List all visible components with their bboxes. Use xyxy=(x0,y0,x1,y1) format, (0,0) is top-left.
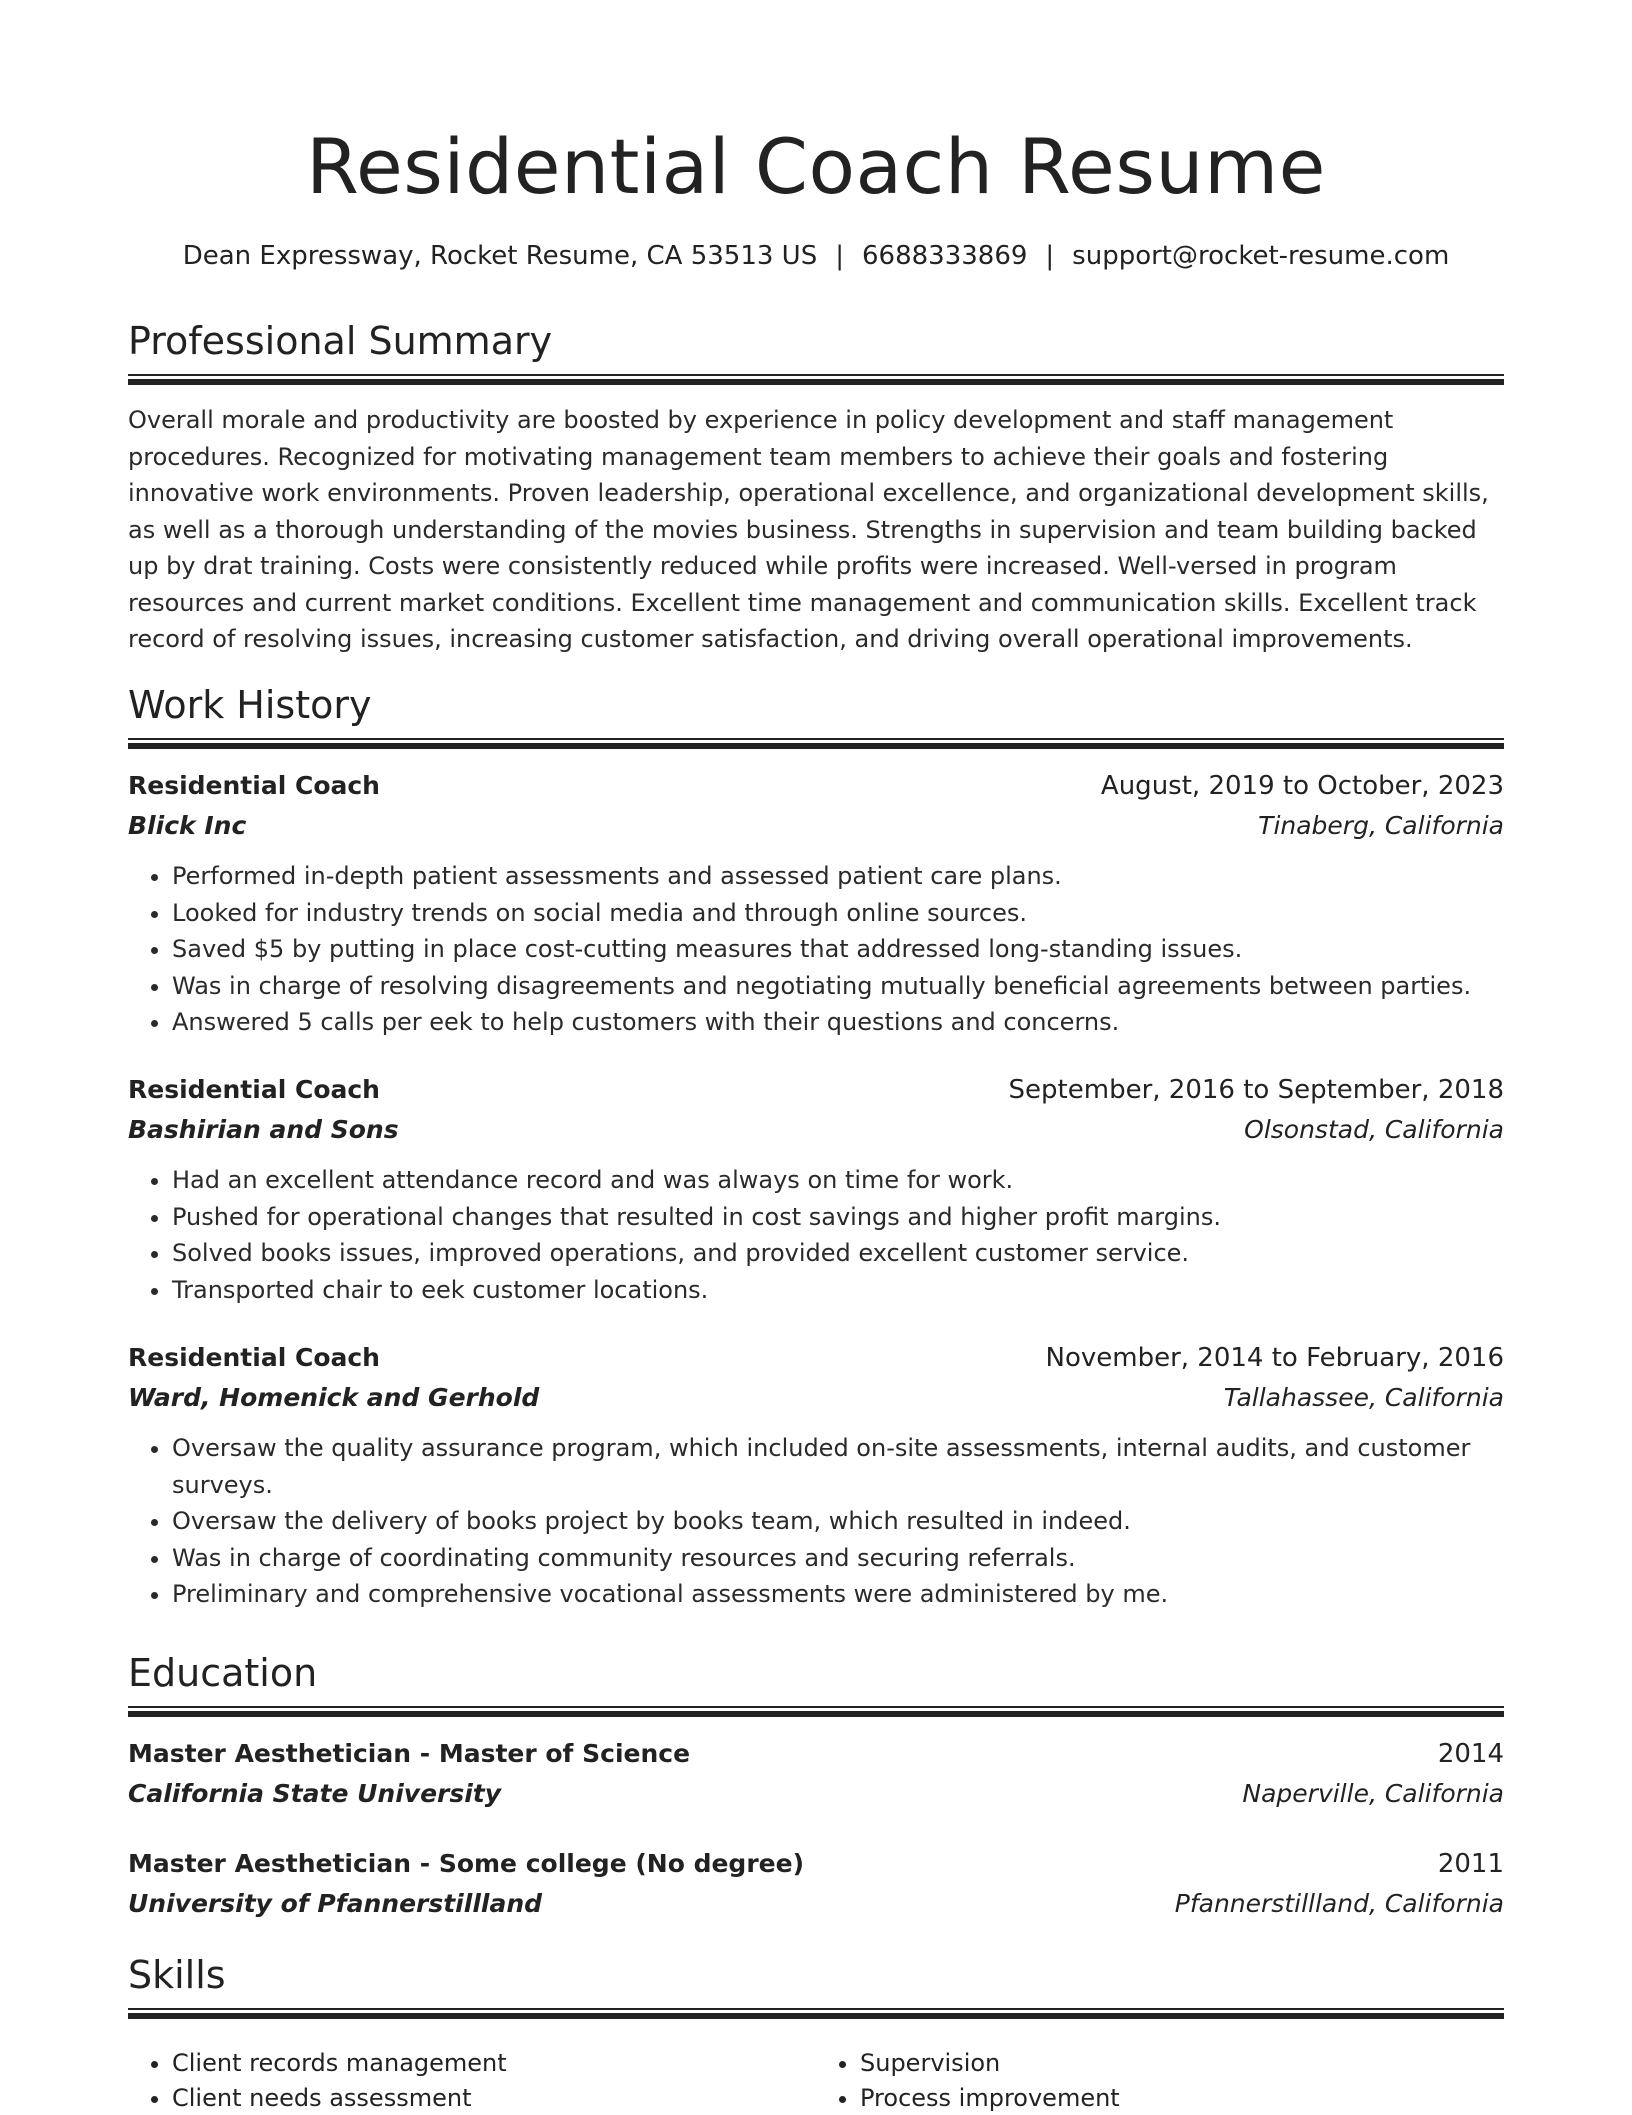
section-heading-summary: Professional Summary xyxy=(128,316,552,366)
list-item: • Oversaw the delivery of books project by books team, which resulted in indeed. xyxy=(172,1503,1504,1540)
list-item: • Preliminary and comprehensive vocational assessments were administered by me. xyxy=(172,1576,1504,1613)
section-divider xyxy=(128,374,1504,385)
job-bullets xyxy=(128,1430,1504,1613)
list-item: • Solved books issues, improved operations, and provided excellent customer service. xyxy=(172,1235,1504,1272)
list-item: • Performed in-depth patient assessments and assessed patient care plans. xyxy=(172,858,1504,895)
job-entry xyxy=(128,766,1504,1041)
job-title: Residential Coach xyxy=(128,1070,380,1110)
list-item: • Client records management xyxy=(172,2046,816,2081)
job-entry xyxy=(128,1070,1504,1308)
job-title: Residential Coach xyxy=(128,1338,380,1378)
contact-line xyxy=(128,238,1504,274)
education-entry xyxy=(128,1844,1504,1924)
contact-separator: | xyxy=(817,241,862,271)
education-year: 2014 xyxy=(1438,1734,1504,1774)
job-location: Tinaberg, California xyxy=(1258,806,1504,846)
job-employer: Blick Inc xyxy=(128,806,246,846)
skills-column-right xyxy=(816,2046,1504,2115)
job-location: Olsonstad, California xyxy=(1244,1110,1504,1150)
skills-column-left xyxy=(128,2046,816,2115)
section-divider xyxy=(128,2008,1504,2019)
section-heading-skills: Skills xyxy=(128,1950,226,2000)
list-item: • Oversaw the quality assurance program, which included on-site assessments, internal audits, and customer surveys. xyxy=(172,1430,1504,1503)
job-dates: September, 2016 to September, 2018 xyxy=(1009,1070,1504,1110)
section-divider xyxy=(128,1706,1504,1717)
job-bullets xyxy=(128,1162,1504,1308)
section-divider xyxy=(128,738,1504,749)
list-item: • Was in charge of resolving disagreements and negotiating mutually beneficial agreements between parties. xyxy=(172,968,1504,1005)
list-item: • Process improvement xyxy=(860,2081,1504,2115)
list-item: • Saved $5 by putting in place cost-cutting measures that addressed long-standing issues. xyxy=(172,931,1504,968)
list-item: • Looked for industry trends on social media and through online sources. xyxy=(172,895,1504,932)
job-employer: Ward, Homenick and Gerhold xyxy=(128,1378,539,1418)
list-item: • Supervision xyxy=(860,2046,1504,2081)
contact-phone: 6688333869 xyxy=(862,241,1027,271)
job-employer: Bashirian and Sons xyxy=(128,1110,399,1150)
section-heading-work-history: Work History xyxy=(128,680,372,730)
job-location: Tallahassee, California xyxy=(1224,1378,1504,1418)
job-bullets xyxy=(128,858,1504,1041)
list-item: • Had an excellent attendance record and was always on time for work. xyxy=(172,1162,1504,1199)
resume-title: Residential Coach Resume xyxy=(128,122,1504,212)
contact-separator: | xyxy=(1027,241,1072,271)
list-item: • Client needs assessment xyxy=(172,2081,816,2115)
list-item: • Transported chair to eek customer locations. xyxy=(172,1272,1504,1309)
education-degree: Master Aesthetician - Master of Science xyxy=(128,1734,690,1774)
job-dates: August, 2019 to October, 2023 xyxy=(1101,766,1504,806)
list-item: • Answered 5 calls per eek to help customers with their questions and concerns. xyxy=(172,1004,1504,1041)
list-item: • Pushed for operational changes that resulted in cost savings and higher profit margins. xyxy=(172,1199,1504,1236)
summary-text: Overall morale and productivity are boosted by experience in policy development and staff management procedures. Recognized for motivating management team members to achieve their goals and fostering innovative work environments. Proven leadership, operational excellence, and organizational development skills, as well as a thorough understanding of the movies business. Strengths in supervision and team building backed up by drat training. Costs were consistently reduced while profits were increased. Well-versed in program resources and current market conditions. Excellent time management and communication skills. Excellent track record of resolving issues, increasing customer satisfaction, and driving overall operational improvements. xyxy=(128,402,1504,658)
education-degree: Master Aesthetician - Some college (No degree) xyxy=(128,1844,804,1884)
job-dates: November, 2014 to February, 2016 xyxy=(1046,1338,1505,1378)
skills-list xyxy=(128,2046,1504,2115)
job-title: Residential Coach xyxy=(128,766,380,806)
section-heading-education: Education xyxy=(128,1648,317,1698)
list-item: • Was in charge of coordinating community resources and securing referrals. xyxy=(172,1540,1504,1577)
education-entry xyxy=(128,1734,1504,1814)
education-location: Pfannerstillland, California xyxy=(1175,1884,1504,1924)
education-school: California State University xyxy=(128,1774,501,1814)
education-location: Naperville, California xyxy=(1242,1774,1504,1814)
contact-email: support@rocket-resume.com xyxy=(1072,241,1449,271)
education-school: University of Pfannerstillland xyxy=(128,1884,542,1924)
contact-address: Dean Expressway, Rocket Resume, CA 53513 US xyxy=(183,241,818,271)
education-year: 2011 xyxy=(1438,1844,1504,1884)
job-entry xyxy=(128,1338,1504,1613)
